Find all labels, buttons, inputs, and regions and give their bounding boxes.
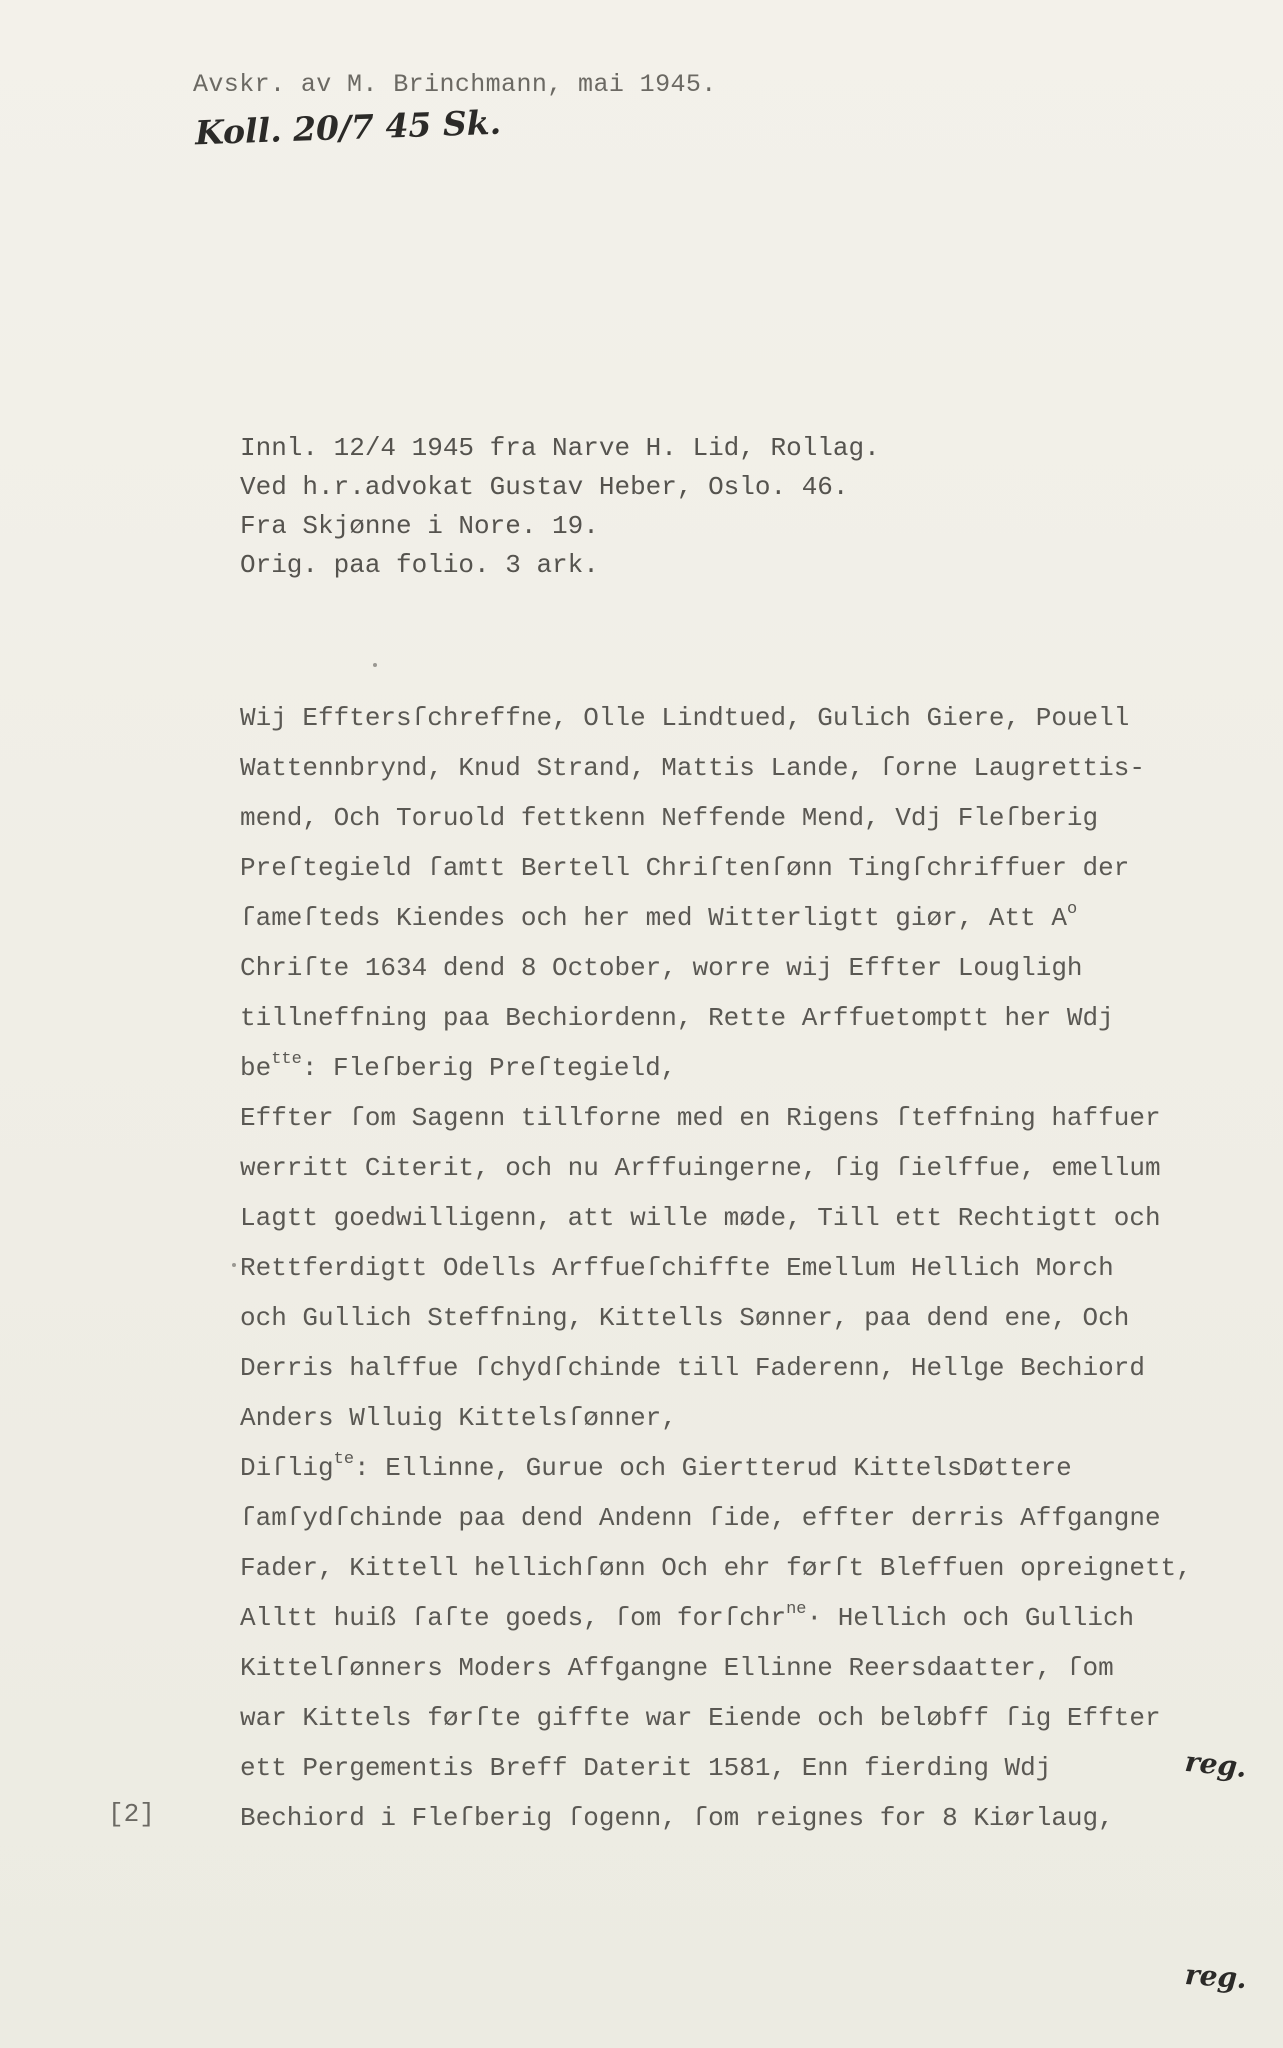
ink-speck xyxy=(373,663,377,667)
body-line xyxy=(240,1443,1192,1493)
body-line xyxy=(240,1043,1192,1093)
body-line: Bechiord i Fleſberig ſogenn, ſom reignes for 8 Kiørlaug, xyxy=(240,1803,1114,1833)
body-line: war Kittels førſte giffte war Eiende och beløbff ſig Effter xyxy=(240,1703,1161,1733)
metadata-line: Orig. paa folio. 3 ark. xyxy=(240,550,599,580)
body-line: Derris halffue ſchydſchinde till Faderenn, Hellge Bechiord xyxy=(240,1353,1145,1383)
body-line xyxy=(240,1593,1192,1643)
metadata-line: Innl. 12/4 1945 fra Narve H. Lid, Rollag. xyxy=(240,433,880,463)
ink-speck xyxy=(232,1263,236,1267)
body-line-text: ſameſteds Kiendes och her med Witterligtt giør, Att A xyxy=(240,903,1067,933)
body-line: Rettferdigtt Odells Arffueſchiffte Emellum Hellich Morch xyxy=(240,1253,1114,1283)
body-line-text: · Hellich och Gullich xyxy=(806,1603,1135,1633)
superscript: o xyxy=(1066,900,1078,919)
transcription-note: Avskr. av M. Brinchmann, mai 1945. xyxy=(193,70,717,99)
handwritten-collation-note: Koll. 20/7 45 Sk. xyxy=(194,102,502,153)
body-line: Wattennbrynd, Knud Strand, Mattis Lande, ſorne Laugrettis- xyxy=(240,753,1145,783)
body-line: werritt Citerit, och nu Arffuingerne, ſig ſielffue, emellum xyxy=(240,1153,1161,1183)
metadata-block xyxy=(240,433,880,589)
body-line-text: Diſlig xyxy=(240,1453,334,1483)
body-line-text: Alltt huiß ſaſte goeds, ſom forſchr xyxy=(240,1603,787,1633)
superscript: ne xyxy=(786,1600,807,1619)
body-line: ett Pergementis Breff Daterit 1581, Enn fierding Wdj xyxy=(240,1753,1052,1783)
body-line: mend, Och Toruold fettkenn Neffende Mend, Vdj Fleſberig xyxy=(240,803,1099,833)
body-line: Lagtt goedwilligenn, att wille møde, Till ett Rechtigtt och xyxy=(240,1203,1161,1233)
body-line: Effter ſom Sagenn tillforne med en Rigens ſteffning haffuer xyxy=(240,1103,1161,1133)
superscript: tte xyxy=(271,1050,302,1069)
body-line: Wij Efftersſchreffne, Olle Lindtued, Gulich Giere, Pouell xyxy=(240,703,1130,733)
body-line: Kittelſønners Moders Affgangne Ellinne Reersdaatter, ſom xyxy=(240,1653,1114,1683)
body-line-text: be xyxy=(240,1053,272,1083)
body-line: Preſtegield ſamtt Bertell Chriſtenſønn Tingſchriffuer der xyxy=(240,853,1130,883)
body-line: ſamſydſchinde paa dend Andenn ſide, effter derris Affgangne xyxy=(240,1503,1161,1533)
transcript-body xyxy=(240,693,1192,1843)
body-line: Fader, Kittell hellichſønn Och ehr førſt Bleffuen opreignett, xyxy=(240,1553,1192,1583)
superscript: te xyxy=(333,1450,355,1469)
metadata-line: Ved h.r.advokat Gustav Heber, Oslo. 46. xyxy=(240,472,849,502)
margin-note-reg: reg. xyxy=(1183,1744,1249,1785)
body-line: och Gullich Steffning, Kittells Sønner, paa dend ene, Och xyxy=(240,1303,1130,1333)
body-line-text: : Fleſberig Preſtegield, xyxy=(301,1053,677,1083)
metadata-line: Fra Skjønne i Nore. 19. xyxy=(240,511,599,541)
margin-note-reg: reg. xyxy=(1183,1957,1248,1996)
body-line: Chriſte 1634 dend 8 October, worre wij Effter Lougligh xyxy=(240,953,1083,983)
body-line: Anders Wlluig Kittelsſønner, xyxy=(240,1403,677,1433)
page-marker: [2] xyxy=(108,1799,155,1829)
body-line-text: : Ellinne, Gurue och Giertterud KittelsDøttere xyxy=(354,1453,1072,1483)
body-line xyxy=(240,893,1192,943)
body-line: tillneffning paa Bechiordenn, Rette Arffuetomptt her Wdj xyxy=(240,1003,1114,1033)
